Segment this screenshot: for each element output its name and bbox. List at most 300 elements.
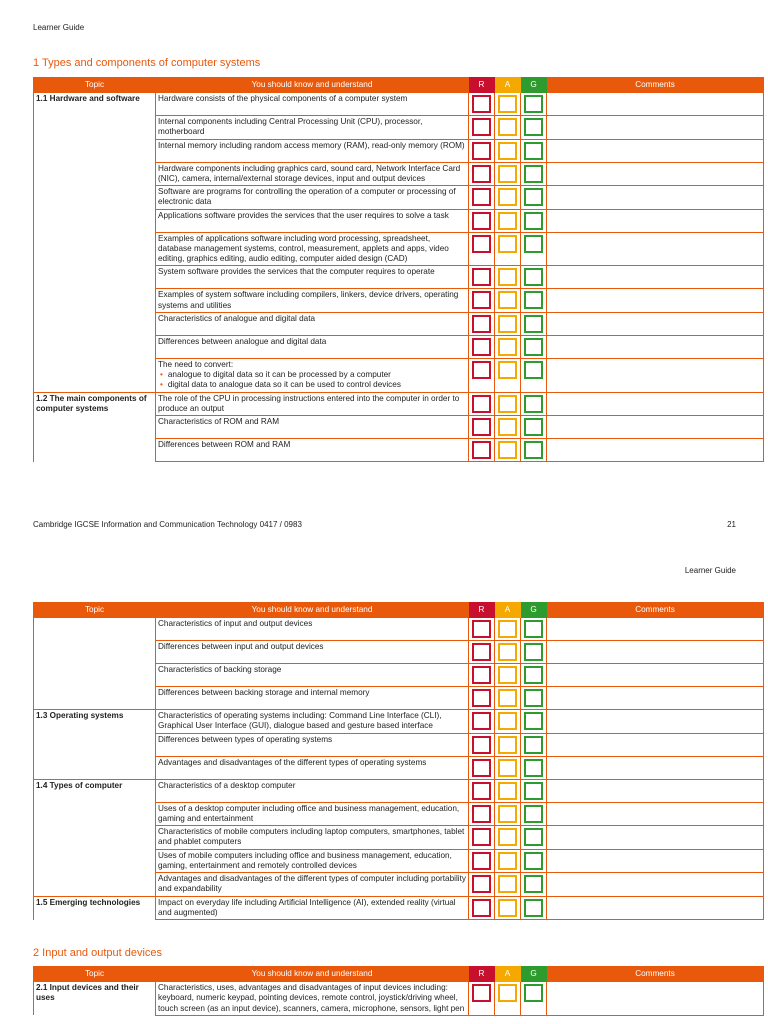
topic-cell xyxy=(34,186,156,210)
table-row xyxy=(34,982,764,1016)
comments-cell[interactable] xyxy=(547,779,764,802)
learning-point-cell xyxy=(156,896,469,920)
rag-checkbox-g[interactable] xyxy=(524,291,543,309)
comments-cell[interactable] xyxy=(547,849,764,873)
rag-checkbox-g[interactable] xyxy=(524,899,543,917)
comments-cell[interactable] xyxy=(547,416,764,439)
comments-cell[interactable] xyxy=(547,756,764,779)
rag-checkbox-g[interactable] xyxy=(524,875,543,893)
comments-cell[interactable] xyxy=(547,439,764,462)
table-row xyxy=(34,209,764,232)
rag-checkbox-r[interactable] xyxy=(472,759,491,777)
rag-cell-g xyxy=(521,312,547,335)
topic-cell: 1.1 Hardware and software xyxy=(34,93,156,116)
table-row xyxy=(34,266,764,289)
rag-checkbox-g[interactable] xyxy=(524,805,543,823)
rag-cell-a xyxy=(495,687,521,710)
topic-cell xyxy=(34,733,156,756)
rag-checkbox-a[interactable] xyxy=(498,805,517,823)
learning-point-text: Characteristics of input and output devices xyxy=(158,619,313,628)
rag-cell-g xyxy=(521,162,547,186)
comments-cell[interactable] xyxy=(547,266,764,289)
rag-cell-g xyxy=(521,779,547,802)
header-r: R xyxy=(469,967,495,982)
table-row xyxy=(34,116,764,140)
comments-cell[interactable] xyxy=(547,873,764,897)
rag-checkbox-g[interactable] xyxy=(524,235,543,253)
table-row xyxy=(34,416,764,439)
rag-cell-r xyxy=(469,756,495,779)
rag-cell-r xyxy=(469,116,495,140)
table-row xyxy=(34,186,764,210)
rag-cell-a xyxy=(495,733,521,756)
rag-cell-r xyxy=(469,232,495,266)
rag-cell-r xyxy=(469,802,495,826)
header-topic: Topic xyxy=(34,967,156,982)
learning-point-text: Characteristics of a desktop computer xyxy=(158,780,296,790)
rag-checkbox-g[interactable] xyxy=(524,852,543,870)
learning-point-cell xyxy=(156,826,469,850)
rag-cell-g xyxy=(521,358,547,392)
learning-point-text: Applications software provides the services that the user requires to solve a task xyxy=(158,210,449,220)
rag-checkbox-a[interactable] xyxy=(498,782,517,800)
rag-checkbox-g[interactable] xyxy=(524,395,543,413)
rag-checkbox-a[interactable] xyxy=(498,620,517,638)
table-row xyxy=(34,664,764,687)
header-r: R xyxy=(469,78,495,93)
learning-point-cell xyxy=(156,618,469,641)
rag-table-1 xyxy=(33,77,764,462)
rag-cell-a xyxy=(495,779,521,802)
rag-cell-a xyxy=(495,641,521,664)
learning-point-cell xyxy=(156,664,469,687)
table-row xyxy=(34,849,764,873)
rag-cell-g xyxy=(521,232,547,266)
rag-checkbox-a[interactable] xyxy=(498,984,517,1002)
comments-cell[interactable] xyxy=(547,664,764,687)
rag-checkbox-g[interactable] xyxy=(524,736,543,754)
learning-point-text: Impact on everyday life including Artificial Intelligence (AI), extended reality (virtual and augmented) xyxy=(158,897,456,917)
rag-checkbox-g[interactable] xyxy=(524,689,543,707)
comments-cell[interactable] xyxy=(547,232,764,266)
table-row xyxy=(34,358,764,392)
rag-checkbox-a[interactable] xyxy=(498,395,517,413)
comments-cell[interactable] xyxy=(547,982,764,1016)
learning-point-text: Examples of applications software including word processing, spreadsheet, database management systems, control, measurement, applets and apps, video editing, graphics editing, audio editing, computer aided design (CAD) xyxy=(158,233,449,263)
rag-cell-a xyxy=(495,139,521,162)
rag-checkbox-r[interactable] xyxy=(472,165,491,183)
rag-cell-r xyxy=(469,266,495,289)
learning-point-text: Characteristics of mobile computers including laptop computers, smartphones, tablet and phablet computers xyxy=(158,827,465,847)
rag-checkbox-a[interactable] xyxy=(498,291,517,309)
table-row xyxy=(34,896,764,920)
rag-checkbox-g[interactable] xyxy=(524,828,543,846)
learning-point-text: System software provides the services that the computer requires to operate xyxy=(158,267,435,277)
rag-checkbox-g[interactable] xyxy=(524,643,543,661)
rag-checkbox-a[interactable] xyxy=(498,338,517,356)
rag-cell-g xyxy=(521,416,547,439)
table-row xyxy=(34,618,764,641)
rag-checkbox-r[interactable] xyxy=(472,315,491,333)
learning-point-text: Examples of system software including compilers, linkers, device drivers, operating systems and utilities xyxy=(158,290,459,310)
rag-cell-g xyxy=(521,439,547,462)
rag-cell-g xyxy=(521,186,547,210)
rag-checkbox-r[interactable] xyxy=(472,441,491,459)
rag-checkbox-g[interactable] xyxy=(524,95,543,113)
rag-checkbox-g[interactable] xyxy=(524,118,543,136)
table-row xyxy=(34,826,764,850)
rag-cell-a xyxy=(495,982,521,1016)
learning-point-text: Software are programs for controlling the operation of a computer or processing of electronic data xyxy=(158,187,456,207)
topic-cell: 1.4 Types of computer xyxy=(34,779,156,802)
rag-cell-r xyxy=(469,826,495,850)
rag-checkbox-r[interactable] xyxy=(472,268,491,286)
comments-cell[interactable] xyxy=(547,358,764,392)
rag-checkbox-r[interactable] xyxy=(472,95,491,113)
rag-cell-g xyxy=(521,802,547,826)
learning-point-cell xyxy=(156,209,469,232)
header-know: You should know and understand xyxy=(156,967,469,982)
rag-cell-r xyxy=(469,779,495,802)
rag-checkbox-r[interactable] xyxy=(472,852,491,870)
rag-checkbox-a[interactable] xyxy=(498,188,517,206)
table-header-row xyxy=(34,967,764,982)
rag-cell-g xyxy=(521,641,547,664)
rag-checkbox-a[interactable] xyxy=(498,712,517,730)
rag-checkbox-g[interactable] xyxy=(524,759,543,777)
rag-checkbox-r[interactable] xyxy=(472,235,491,253)
rag-checkbox-a[interactable] xyxy=(498,235,517,253)
learning-point-text: Advantages and disadvantages of the different types of computer including portability and expandability xyxy=(158,874,466,894)
rag-checkbox-a[interactable] xyxy=(498,875,517,893)
rag-cell-g xyxy=(521,664,547,687)
comments-cell[interactable] xyxy=(547,289,764,313)
comments-cell[interactable] xyxy=(547,93,764,116)
topic-cell xyxy=(34,826,156,850)
rag-checkbox-a[interactable] xyxy=(498,165,517,183)
topic-cell xyxy=(34,664,156,687)
rag-cell-r xyxy=(469,664,495,687)
rag-checkbox-r[interactable] xyxy=(472,118,491,136)
rag-cell-a xyxy=(495,756,521,779)
rag-checkbox-g[interactable] xyxy=(524,441,543,459)
rag-cell-r xyxy=(469,312,495,335)
rag-cell-a xyxy=(495,162,521,186)
rag-checkbox-a[interactable] xyxy=(498,142,517,160)
rag-checkbox-a[interactable] xyxy=(498,212,517,230)
rag-checkbox-r[interactable] xyxy=(472,875,491,893)
rag-checkbox-r[interactable] xyxy=(472,418,491,436)
learning-point-cell xyxy=(156,116,469,140)
table-header-row xyxy=(34,78,764,93)
learning-point-cell xyxy=(156,733,469,756)
rag-checkbox-r[interactable] xyxy=(472,805,491,823)
comments-cell[interactable] xyxy=(547,733,764,756)
learning-point-cell xyxy=(156,687,469,710)
rag-checkbox-g[interactable] xyxy=(524,212,543,230)
rag-checkbox-a[interactable] xyxy=(498,643,517,661)
rag-cell-r xyxy=(469,982,495,1016)
table-row xyxy=(34,335,764,358)
header-g: G xyxy=(521,967,547,982)
rag-checkbox-r[interactable] xyxy=(472,142,491,160)
rag-cell-g xyxy=(521,618,547,641)
rag-cell-r xyxy=(469,139,495,162)
table-row xyxy=(34,289,764,313)
rag-cell-r xyxy=(469,733,495,756)
table-row xyxy=(34,873,764,897)
table-header-row xyxy=(34,603,764,618)
comments-cell[interactable] xyxy=(547,641,764,664)
rag-checkbox-g[interactable] xyxy=(524,188,543,206)
learning-point-text: Differences between backing storage and internal memory xyxy=(158,688,370,697)
rag-checkbox-g[interactable] xyxy=(524,620,543,638)
rag-checkbox-r[interactable] xyxy=(472,291,491,309)
rag-cell-r xyxy=(469,289,495,313)
table-row xyxy=(34,139,764,162)
learning-point-cell xyxy=(156,802,469,826)
table-row xyxy=(34,232,764,266)
rag-cell-a xyxy=(495,416,521,439)
learning-point-text: Characteristics of analogue and digital data xyxy=(158,313,316,323)
table-row xyxy=(34,733,764,756)
rag-cell-r xyxy=(469,896,495,920)
rag-checkbox-g[interactable] xyxy=(524,418,543,436)
rag-cell-r xyxy=(469,849,495,873)
rag-cell-r xyxy=(469,439,495,462)
rag-checkbox-r[interactable] xyxy=(472,395,491,413)
learning-point-text: Differences between ROM and RAM xyxy=(158,440,291,449)
rag-checkbox-a[interactable] xyxy=(498,736,517,754)
comments-cell[interactable] xyxy=(547,618,764,641)
learning-point-text: Uses of a desktop computer including office and business management, education, gaming and entertainment xyxy=(158,803,460,823)
rag-checkbox-a[interactable] xyxy=(498,118,517,136)
comments-cell[interactable] xyxy=(547,687,764,710)
rag-cell-a xyxy=(495,358,521,392)
rag-checkbox-r[interactable] xyxy=(472,643,491,661)
header-a: A xyxy=(495,603,521,618)
topic-cell xyxy=(34,416,156,439)
rag-cell-a xyxy=(495,802,521,826)
rag-cell-r xyxy=(469,416,495,439)
rag-cell-a xyxy=(495,439,521,462)
learning-point-text: Uses of mobile computers including office and business management, education, gaming, entertainment and remotely controlled devices xyxy=(158,850,452,870)
rag-cell-g xyxy=(521,849,547,873)
rag-cell-g xyxy=(521,687,547,710)
rag-cell-g xyxy=(521,733,547,756)
page-footer: Cambridge IGCSE Information and Communication Technology 0417 / 0983 xyxy=(33,520,302,529)
learning-point-text: Characteristics of ROM and RAM xyxy=(158,417,280,426)
bullet-list xyxy=(158,370,466,391)
comments-cell[interactable] xyxy=(547,335,764,358)
learning-point-text: The role of the CPU in processing instructions entered into the computer in order to produce an output xyxy=(158,393,460,413)
topic-cell xyxy=(34,802,156,826)
learning-point-text: Differences between input and output devices xyxy=(158,642,324,651)
learning-point-cell xyxy=(156,756,469,779)
comments-cell[interactable] xyxy=(547,116,764,140)
rag-checkbox-a[interactable] xyxy=(498,852,517,870)
topic-cell: 1.3 Operating systems xyxy=(34,710,156,734)
header-comments: Comments xyxy=(547,78,764,93)
rag-checkbox-r[interactable] xyxy=(472,620,491,638)
rag-cell-g xyxy=(521,896,547,920)
table-row xyxy=(34,312,764,335)
rag-cell-r xyxy=(469,873,495,897)
learning-point-cell xyxy=(156,186,469,210)
rag-checkbox-g[interactable] xyxy=(524,338,543,356)
rag-checkbox-a[interactable] xyxy=(498,441,517,459)
header-topic: Topic xyxy=(34,603,156,618)
header-a: A xyxy=(495,78,521,93)
learning-point-cell xyxy=(156,289,469,313)
rag-cell-g xyxy=(521,116,547,140)
rag-cell-r xyxy=(469,710,495,734)
rag-checkbox-r[interactable] xyxy=(472,338,491,356)
topic-cell xyxy=(34,641,156,664)
topic-cell xyxy=(34,873,156,897)
topic-cell xyxy=(34,335,156,358)
rag-cell-a xyxy=(495,209,521,232)
rag-cell-r xyxy=(469,186,495,210)
rag-checkbox-r[interactable] xyxy=(472,782,491,800)
rag-cell-r xyxy=(469,209,495,232)
rag-checkbox-a[interactable] xyxy=(498,666,517,684)
topic-cell xyxy=(34,439,156,462)
rag-cell-a xyxy=(495,289,521,313)
rag-checkbox-g[interactable] xyxy=(524,782,543,800)
rag-checkbox-g[interactable] xyxy=(524,666,543,684)
topic-cell xyxy=(34,312,156,335)
rag-checkbox-g[interactable] xyxy=(524,268,543,286)
list-item: • digital data to analogue data so it can be used to control devices xyxy=(170,380,466,390)
learning-point-cell xyxy=(156,139,469,162)
topic-cell: 1.5 Emerging technologies xyxy=(34,896,156,920)
rag-checkbox-r[interactable] xyxy=(472,828,491,846)
comments-cell[interactable] xyxy=(547,896,764,920)
learning-point-cell xyxy=(156,392,469,416)
rag-cell-a xyxy=(495,335,521,358)
rag-cell-g xyxy=(521,93,547,116)
rag-cell-r xyxy=(469,93,495,116)
rag-checkbox-a[interactable] xyxy=(498,361,517,379)
rag-checkbox-a[interactable] xyxy=(498,418,517,436)
rag-checkbox-g[interactable] xyxy=(524,984,543,1002)
header-topic: Topic xyxy=(34,78,156,93)
header-comments: Comments xyxy=(547,603,764,618)
learning-point-text: Characteristics, uses, advantages and disadvantages of input devices including: keyboard, numeric keypad, pointing devices, remote control, joystick/driving wheel, touch screen (as an input device), scanners, camera, microphone, sensors, light pen xyxy=(158,983,465,1013)
comments-cell[interactable] xyxy=(547,162,764,186)
learning-point-cell xyxy=(156,416,469,439)
header-r: R xyxy=(469,603,495,618)
rag-checkbox-a[interactable] xyxy=(498,268,517,286)
learning-point-text: Characteristics of operating systems including: Command Line Interface (CLI), Graphical User Interface (GUI), dialogue based and gesture based interface xyxy=(158,711,442,731)
rag-checkbox-g[interactable] xyxy=(524,142,543,160)
rag-checkbox-a[interactable] xyxy=(498,95,517,113)
rag-checkbox-a[interactable] xyxy=(498,315,517,333)
topic-cell xyxy=(34,358,156,392)
rag-checkbox-a[interactable] xyxy=(498,689,517,707)
learning-point-text: Hardware consists of the physical components of a computer system xyxy=(158,94,408,103)
rag-checkbox-r[interactable] xyxy=(472,899,491,917)
rag-cell-g xyxy=(521,139,547,162)
comments-cell[interactable] xyxy=(547,186,764,210)
rag-checkbox-g[interactable] xyxy=(524,361,543,379)
rag-checkbox-r[interactable] xyxy=(472,666,491,684)
topic-cell xyxy=(34,849,156,873)
rag-checkbox-r[interactable] xyxy=(472,736,491,754)
comments-cell[interactable] xyxy=(547,826,764,850)
topic-cell xyxy=(34,209,156,232)
learning-point-text: Differences between types of operating systems xyxy=(158,734,333,744)
comments-cell[interactable] xyxy=(547,710,764,734)
rag-cell-g xyxy=(521,756,547,779)
rag-cell-r xyxy=(469,358,495,392)
topic-cell xyxy=(34,618,156,641)
rag-cell-a xyxy=(495,849,521,873)
rag-checkbox-r[interactable] xyxy=(472,712,491,730)
rag-cell-g xyxy=(521,982,547,1016)
rag-cell-g xyxy=(521,289,547,313)
table-row xyxy=(34,392,764,416)
learning-point-cell xyxy=(156,312,469,335)
table-row xyxy=(34,641,764,664)
topic-cell xyxy=(34,266,156,289)
rag-checkbox-g[interactable] xyxy=(524,315,543,333)
rag-cell-g xyxy=(521,826,547,850)
comments-cell[interactable] xyxy=(547,209,764,232)
table-row xyxy=(34,93,764,116)
rag-checkbox-r[interactable] xyxy=(472,361,491,379)
rag-cell-r xyxy=(469,687,495,710)
page-number: 21 xyxy=(727,520,736,529)
rag-checkbox-r[interactable] xyxy=(472,984,491,1002)
rag-checkbox-r[interactable] xyxy=(472,188,491,206)
comments-cell[interactable] xyxy=(547,392,764,416)
table-row xyxy=(34,779,764,802)
rag-checkbox-a[interactable] xyxy=(498,828,517,846)
rag-checkbox-a[interactable] xyxy=(498,899,517,917)
learning-point-cell xyxy=(156,710,469,734)
page-header: Learner Guide xyxy=(684,566,736,575)
learning-point-text: Internal memory including random access memory (RAM), read-only memory (ROM) xyxy=(158,140,465,150)
comments-cell[interactable] xyxy=(547,802,764,826)
rag-checkbox-g[interactable] xyxy=(524,165,543,183)
rag-cell-g xyxy=(521,710,547,734)
rag-cell-g xyxy=(521,335,547,358)
rag-checkbox-r[interactable] xyxy=(472,212,491,230)
rag-checkbox-g[interactable] xyxy=(524,712,543,730)
learning-point-cell xyxy=(156,358,469,392)
learning-point-cell xyxy=(156,873,469,897)
topic-cell: 1.2 The main components of computer systems xyxy=(34,392,156,416)
rag-cell-a xyxy=(495,873,521,897)
learning-point-cell xyxy=(156,162,469,186)
rag-cell-g xyxy=(521,266,547,289)
rag-table-3 xyxy=(33,966,764,1016)
comments-cell[interactable] xyxy=(547,139,764,162)
learning-point-text: Advantages and disadvantages of the different types of operating systems xyxy=(158,757,427,767)
learning-point-cell xyxy=(156,93,469,116)
rag-checkbox-r[interactable] xyxy=(472,689,491,707)
rag-cell-r xyxy=(469,641,495,664)
rag-checkbox-a[interactable] xyxy=(498,759,517,777)
learning-point-cell xyxy=(156,232,469,266)
topic-cell: 2.1 Input devices and their uses xyxy=(34,982,156,1016)
learning-point-text: Hardware components including graphics card, sound card, Network Interface Card (NIC), camera, internal/external storage devices, input and output devices xyxy=(158,163,461,183)
learning-point-cell xyxy=(156,849,469,873)
comments-cell[interactable] xyxy=(547,312,764,335)
rag-table-2 xyxy=(33,602,764,920)
